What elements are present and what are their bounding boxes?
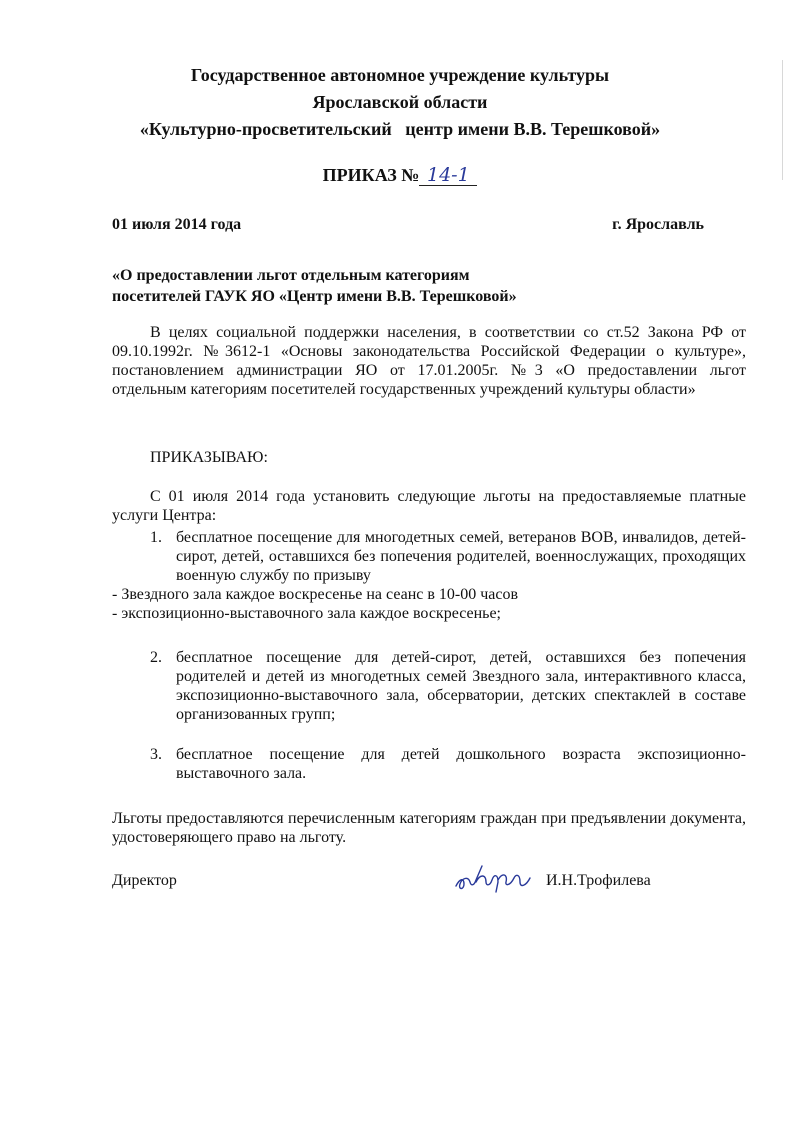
establish-paragraph: С 01 июля 2014 года установить следующие льготы на предоставляемые платные услуги Центра: bbox=[112, 488, 746, 524]
order-date: 01 июля 2014 года bbox=[112, 216, 242, 233]
dash-line: - Звездного зала каждое воскресенье на сеанс в 10-00 часов bbox=[112, 586, 519, 603]
order-subject bbox=[112, 265, 517, 307]
list-item-text: бесплатное посещение для многодетных семей, ветеранов ВОВ, инвалидов, детей-сирот, детей, оставшихся без попечения родителей, военнослужащих, проходящих военную службу по призыву bbox=[176, 529, 746, 584]
subject-line-2: посетителей ГАУК ЯО «Центр имени В.В. Терешковой» bbox=[112, 288, 517, 305]
dash-line: - экспозиционно-выставочного зала каждое воскресенье; bbox=[112, 605, 501, 622]
header-line-1: Государственное автономное учреждение культуры bbox=[190, 65, 610, 85]
signer-name: И.Н.Трофилева bbox=[546, 872, 651, 889]
subject-line-1: «О предоставлении льгот отдельным категориям bbox=[112, 267, 470, 284]
list-item-number: 1. bbox=[150, 529, 162, 546]
intro-paragraph: В целях социальной поддержки населения, в соответствии со ст.52 Закона РФ от 09.10.1992г. №3612-1 «Основы законодательства Российской Федерации о культуре», постановлением администрации ЯО от 17.01.2005г. №3 «О предоставлении льгот отдельным категориям посетителей государственных учреждений культуры области» bbox=[112, 324, 746, 398]
date-line bbox=[112, 216, 704, 234]
order-label: ПРИКАЗ № bbox=[322, 165, 420, 185]
list-item-text: бесплатное посещение для детей-сирот, детей, оставшихся без попечения родителей и детей из многодетных семей Звездного зала, интерактивного класса, экспозиционно-выставочного зала, обсерватории, детских спектаклей в составе организованных групп; bbox=[176, 649, 746, 723]
decree-heading: ПРИКАЗЫВАЮ: bbox=[150, 449, 268, 466]
handwritten-signature bbox=[452, 860, 532, 896]
list-item bbox=[150, 528, 746, 585]
organization-header bbox=[0, 62, 800, 143]
list-item bbox=[150, 648, 746, 724]
header-line-2: Ярославской области bbox=[312, 92, 488, 112]
list-item-number: 3. bbox=[150, 746, 162, 763]
list-item bbox=[150, 745, 746, 783]
order-city: г. Ярославль bbox=[612, 216, 704, 233]
order-number-handwritten: 14-1 bbox=[419, 165, 477, 186]
order-title bbox=[0, 165, 800, 186]
list-item-text: бесплатное посещение для детей дошкольного возраста экспозиционно-выставочного зала. bbox=[176, 746, 746, 782]
closing-paragraph: Льготы предоставляются перечисленным категориям граждан при предъявлении документа, удостоверяющего право на льготу. bbox=[112, 810, 746, 846]
list-item-number: 2. bbox=[150, 649, 162, 666]
director-label: Директор bbox=[112, 872, 177, 889]
header-line-3: «Культурно-просветительский центр имени В.В. Терешковой» bbox=[139, 119, 661, 139]
scan-edge-line bbox=[782, 60, 783, 180]
